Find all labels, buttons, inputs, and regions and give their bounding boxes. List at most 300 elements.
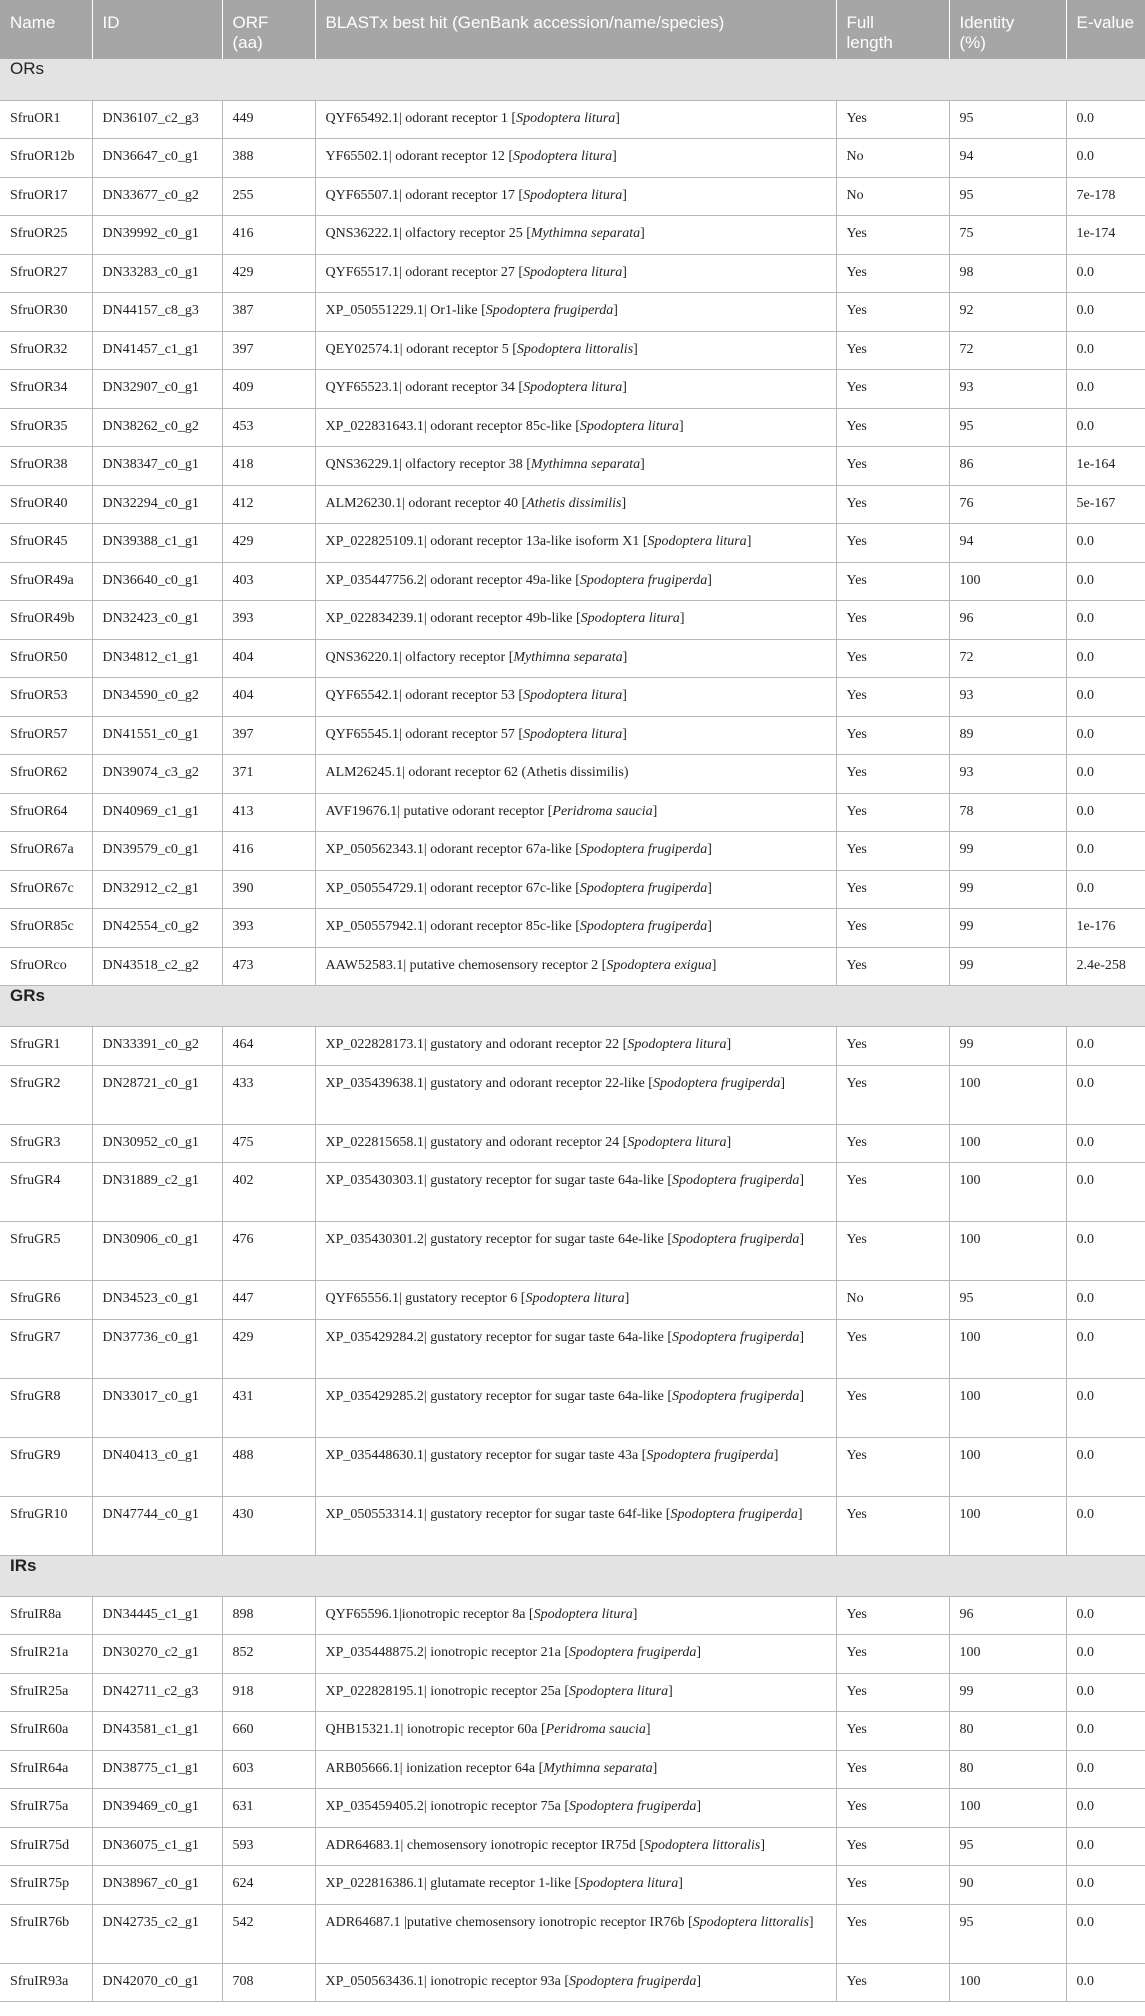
cell-name: SfruGR9 [0, 1437, 92, 1496]
cell-identity: 95 [949, 408, 1066, 447]
hit-species: Spodoptera frugiperda [672, 1388, 800, 1404]
cell-id: DN34812_c1_g1 [92, 639, 222, 678]
cell-name: SfruIR25a [0, 1673, 92, 1712]
cell-orf: 416 [222, 216, 315, 255]
cell-full-length: Yes [836, 1163, 949, 1222]
hit-close-bracket: ] [707, 880, 712, 896]
cell-id: DN31889_c2_g1 [92, 1163, 222, 1222]
cell-name: SfruOR35 [0, 408, 92, 447]
table-row [0, 1827, 1145, 1866]
header-evalue: E-value [1066, 0, 1145, 59]
cell-evalue: 0.0 [1066, 1963, 1145, 2002]
cell-name: SfruIR76b [0, 1904, 92, 1963]
hit-close-bracket: ] [679, 611, 685, 626]
cell-id: DN33283_c0_g1 [92, 254, 222, 293]
cell-evalue: 0.0 [1066, 562, 1145, 601]
cell-id: DN44157_c8_g3 [92, 293, 222, 332]
cell-orf: 397 [222, 331, 315, 370]
hit-species: Spodoptera frugiperda [646, 1447, 774, 1463]
cell-name: SfruOR40 [0, 485, 92, 524]
hit-description: QYF65523.1| odorant receptor 34 [ [325, 380, 524, 395]
hit-description: XP_050562343.1| odorant receptor 67a-like [ [325, 842, 580, 857]
cell-blast-hit [315, 1222, 836, 1281]
table-row [0, 909, 1145, 948]
cell-blast-hit [315, 1027, 836, 1066]
cell-evalue: 7e-178 [1066, 177, 1145, 216]
cell-blast-hit [315, 1124, 836, 1163]
hit-species: Spodoptera litura [627, 1134, 727, 1150]
hit-description: QYF65492.1| odorant receptor 1 [ [325, 110, 517, 126]
cell-full-length: Yes [836, 1866, 949, 1905]
cell-orf: 393 [222, 909, 315, 948]
cell-evalue: 0.0 [1066, 793, 1145, 832]
table-row [0, 1635, 1145, 1674]
section-title: IRs [0, 1555, 1145, 1596]
cell-full-length: Yes [836, 678, 949, 717]
cell-id: DN38775_c1_g1 [92, 1750, 222, 1789]
cell-orf: 429 [222, 1319, 315, 1378]
hit-species: Spodoptera frugiperda [579, 919, 708, 934]
cell-identity: 100 [949, 1789, 1066, 1828]
cell-identity: 100 [949, 1496, 1066, 1555]
cell-full-length: Yes [836, 1124, 949, 1163]
cell-name: SfruOR50 [0, 639, 92, 678]
hit-close-bracket: ] [622, 688, 627, 703]
cell-id: DN33677_c0_g2 [92, 177, 222, 216]
hit-close-bracket: ] [679, 418, 684, 434]
cell-blast-hit [315, 254, 836, 293]
cell-id: DN39469_c0_g1 [92, 1789, 222, 1828]
cell-full-length: Yes [836, 1378, 949, 1437]
cell-full-length: Yes [836, 832, 949, 871]
hit-description: XP_022816386.1| glutamate receptor 1-like [ [325, 1876, 580, 1891]
cell-blast-hit [315, 639, 836, 678]
cell-id: DN40969_c1_g1 [92, 793, 222, 832]
cell-full-length: No [836, 1281, 949, 1320]
cell-evalue: 0.0 [1066, 1496, 1145, 1555]
table-row [0, 1437, 1145, 1496]
cell-blast-hit [315, 601, 836, 640]
cell-evalue: 0.0 [1066, 1163, 1145, 1222]
cell-identity: 99 [949, 947, 1066, 986]
hit-description: XP_050554729.1| odorant receptor 67c-like [ [325, 880, 580, 896]
cell-name: SfruIR75a [0, 1789, 92, 1828]
hit-close-bracket: ] [640, 457, 645, 472]
cell-blast-hit [315, 1866, 836, 1905]
hit-close-bracket: ] [624, 1291, 630, 1306]
cell-blast-hit [315, 1963, 836, 2002]
table-row [0, 331, 1145, 370]
hit-description: QHB15321.1| ionotropic receptor 60a [ [325, 1722, 546, 1737]
cell-identity: 100 [949, 1065, 1066, 1124]
hit-species: Spodoptera litura [525, 1291, 625, 1306]
hit-close-bracket: ] [622, 726, 627, 742]
hit-close-bracket: ] [797, 1506, 803, 1522]
cell-evalue: 0.0 [1066, 1124, 1145, 1163]
hit-description: XP_035448875.2| ionotropic receptor 21a [ [325, 1645, 569, 1660]
cell-evalue: 0.0 [1066, 524, 1145, 563]
hit-description: XP_022815658.1| gustatory and odorant receptor 24 [ [325, 1134, 628, 1150]
hit-species: Spodoptera frugiperda [672, 1329, 800, 1345]
cell-full-length: Yes [836, 524, 949, 563]
cell-evalue: 0.0 [1066, 1222, 1145, 1281]
hit-close-bracket: ] [799, 1329, 805, 1345]
cell-identity: 99 [949, 1673, 1066, 1712]
cell-name: SfruOR1 [0, 100, 92, 139]
hit-close-bracket: ] [696, 1645, 702, 1660]
cell-full-length: Yes [836, 216, 949, 255]
hit-description: QNS36229.1| olfactory receptor 38 [ [325, 457, 531, 472]
cell-name: SfruOR62 [0, 755, 92, 794]
cell-orf: 255 [222, 177, 315, 216]
cell-blast-hit [315, 1596, 836, 1635]
table-row [0, 100, 1145, 139]
cell-orf: 390 [222, 870, 315, 909]
hit-description: QYF65542.1| odorant receptor 53 [ [325, 688, 524, 703]
cell-name: SfruOR25 [0, 216, 92, 255]
table-row [0, 755, 1145, 794]
hit-close-bracket: ] [621, 495, 627, 511]
cell-name: SfruOR64 [0, 793, 92, 832]
table-row [0, 1378, 1145, 1437]
cell-blast-hit [315, 177, 836, 216]
cell-id: DN32423_c0_g1 [92, 601, 222, 640]
hit-species: Spodoptera litura [533, 1606, 633, 1622]
cell-full-length: Yes [836, 639, 949, 678]
hit-close-bracket: ] [615, 110, 620, 126]
hit-description: XP_022831643.1| odorant receptor 85c-like [ [325, 418, 580, 434]
hit-species: Spodoptera littoralis [692, 1914, 809, 1930]
hit-description: AAW52583.1| putative chemosensory receptor 2 [ [325, 957, 607, 973]
cell-name: SfruGR6 [0, 1281, 92, 1320]
table-row [0, 1750, 1145, 1789]
cell-full-length: Yes [836, 755, 949, 794]
hit-species: Spodoptera littoralis [516, 341, 634, 357]
cell-orf: 631 [222, 1789, 315, 1828]
hit-close-bracket: ] [696, 1799, 702, 1814]
cell-full-length: Yes [836, 1222, 949, 1281]
table-row [0, 1222, 1145, 1281]
hit-species: Spodoptera litura [523, 187, 623, 203]
hit-close-bracket: ] [645, 1722, 651, 1737]
cell-evalue: 0.0 [1066, 331, 1145, 370]
cell-blast-hit [315, 1712, 836, 1751]
cell-name: SfruOR32 [0, 331, 92, 370]
hit-close-bracket: ] [799, 1388, 805, 1404]
cell-id: DN37736_c0_g1 [92, 1319, 222, 1378]
cell-id: DN47744_c0_g1 [92, 1496, 222, 1555]
cell-full-length: Yes [836, 370, 949, 409]
cell-id: DN43581_c1_g1 [92, 1712, 222, 1751]
cell-full-length: Yes [836, 870, 949, 909]
cell-orf: 475 [222, 1124, 315, 1163]
hit-description: YF65502.1| odorant receptor 12 [ [325, 149, 513, 164]
hit-description: XP_035430303.1| gustatory receptor for sugar taste 64a-like [ [325, 1173, 672, 1188]
hit-close-bracket: ] [632, 1606, 638, 1622]
cell-orf: 603 [222, 1750, 315, 1789]
hit-species: Spodoptera frugiperda [672, 1232, 800, 1247]
cell-evalue: 0.0 [1066, 100, 1145, 139]
cell-full-length: Yes [836, 254, 949, 293]
cell-id: DN33391_c0_g2 [92, 1027, 222, 1066]
cell-identity: 80 [949, 1750, 1066, 1789]
cell-name: SfruIR64a [0, 1750, 92, 1789]
cell-evalue: 0.0 [1066, 408, 1145, 447]
hit-close-bracket: ] [622, 264, 627, 280]
header-orf: ORF (aa) [222, 0, 315, 59]
cell-identity: 94 [949, 139, 1066, 178]
hit-description: AVF19676.1| putative odorant receptor [ [325, 803, 553, 819]
cell-identity: 93 [949, 755, 1066, 794]
cell-id: DN38347_c0_g1 [92, 447, 222, 486]
cell-identity: 98 [949, 254, 1066, 293]
cell-name: SfruIR60a [0, 1712, 92, 1751]
cell-evalue: 1e-164 [1066, 447, 1145, 486]
cell-evalue: 0.0 [1066, 678, 1145, 717]
hit-description: ARB05666.1| ionization receptor 64a [ [325, 1760, 544, 1776]
cell-full-length: Yes [836, 1635, 949, 1674]
cell-blast-hit [315, 331, 836, 370]
cell-blast-hit [315, 793, 836, 832]
cell-identity: 86 [949, 447, 1066, 486]
hit-close-bracket: ] [696, 1973, 702, 1989]
hit-species: Spodoptera litura [579, 1876, 679, 1891]
table-row [0, 1027, 1145, 1066]
hit-species: Peridroma saucia [545, 1722, 646, 1737]
cell-name: SfruIR75p [0, 1866, 92, 1905]
hit-description: QEY02574.1| odorant receptor 5 [ [325, 341, 517, 357]
table-row [0, 1496, 1145, 1555]
cell-identity: 100 [949, 1635, 1066, 1674]
cell-id: DN41551_c0_g1 [92, 716, 222, 755]
cell-full-length: Yes [836, 331, 949, 370]
hit-description: XP_050563436.1| ionotropic receptor 93a [ [325, 1973, 569, 1989]
header-identity: Identity (%) [949, 0, 1066, 59]
table-header [0, 0, 1145, 59]
cell-orf: 429 [222, 254, 315, 293]
hit-close-bracket: ] [746, 534, 752, 549]
cell-blast-hit [315, 832, 836, 871]
table-row [0, 870, 1145, 909]
hit-close-bracket: ] [726, 1037, 732, 1052]
table-body [0, 59, 1145, 2002]
cell-id: DN32907_c0_g1 [92, 370, 222, 409]
cell-identity: 99 [949, 870, 1066, 909]
hit-description: XP_022828195.1| ionotropic receptor 25a [ [325, 1683, 569, 1699]
cell-identity: 72 [949, 331, 1066, 370]
cell-id: DN38262_c0_g2 [92, 408, 222, 447]
hit-description: XP_035459405.2| ionotropic receptor 75a [ [325, 1799, 569, 1814]
cell-evalue: 5e-167 [1066, 485, 1145, 524]
cell-evalue: 0.0 [1066, 1904, 1145, 1963]
section-row [0, 1555, 1145, 1596]
hit-description: QNS36222.1| olfactory receptor 25 [ [325, 226, 531, 241]
header-name: Name [0, 0, 92, 59]
cell-id: DN39388_c1_g1 [92, 524, 222, 563]
cell-full-length: Yes [836, 1437, 949, 1496]
table-row [0, 1963, 1145, 2002]
cell-evalue: 0.0 [1066, 1750, 1145, 1789]
hit-close-bracket: ] [668, 1683, 673, 1699]
cell-evalue: 0.0 [1066, 870, 1145, 909]
section-title: ORs [0, 59, 1145, 100]
cell-orf: 404 [222, 639, 315, 678]
cell-evalue: 0.0 [1066, 1065, 1145, 1124]
hit-species: Mythimna separata [513, 649, 623, 665]
cell-orf: 397 [222, 716, 315, 755]
cell-name: SfruOR27 [0, 254, 92, 293]
cell-name: SfruOR67a [0, 832, 92, 871]
header-id: ID [92, 0, 222, 59]
table-row [0, 678, 1145, 717]
cell-full-length: Yes [836, 562, 949, 601]
cell-id: DN41457_c1_g1 [92, 331, 222, 370]
hit-species: Mythimna separata [530, 457, 641, 472]
hit-close-bracket: ] [612, 149, 617, 164]
hit-species: Peridroma saucia [552, 803, 653, 819]
cell-id: DN28721_c0_g1 [92, 1065, 222, 1124]
cell-orf: 412 [222, 485, 315, 524]
cell-name: SfruOR57 [0, 716, 92, 755]
cell-id: DN32294_c0_g1 [92, 485, 222, 524]
section-row [0, 59, 1145, 100]
cell-orf: 413 [222, 793, 315, 832]
hit-close-bracket: ] [622, 187, 627, 203]
hit-species: Spodoptera litura [523, 688, 623, 703]
table-row [0, 947, 1145, 986]
cell-id: DN42070_c0_g1 [92, 1963, 222, 2002]
cell-blast-hit [315, 755, 836, 794]
cell-full-length: Yes [836, 1963, 949, 2002]
section-row [0, 986, 1145, 1027]
cell-orf: 708 [222, 1963, 315, 2002]
cell-evalue: 0.0 [1066, 1673, 1145, 1712]
cell-orf: 418 [222, 447, 315, 486]
cell-name: SfruIR8a [0, 1596, 92, 1635]
cell-name: SfruOR85c [0, 909, 92, 948]
cell-name: SfruORco [0, 947, 92, 986]
table-row [0, 1124, 1145, 1163]
hit-close-bracket: ] [707, 919, 712, 934]
cell-id: DN34523_c0_g1 [92, 1281, 222, 1320]
cell-name: SfruOR12b [0, 139, 92, 178]
hit-species: Spodoptera frugiperda [672, 1173, 800, 1188]
cell-orf: 431 [222, 1378, 315, 1437]
cell-orf: 488 [222, 1437, 315, 1496]
cell-name: SfruOR30 [0, 293, 92, 332]
cell-orf: 898 [222, 1596, 315, 1635]
cell-blast-hit [315, 1789, 836, 1828]
hit-description: ADR64687.1 |putative chemosensory ionotropic receptor IR76b [ [325, 1914, 693, 1930]
cell-blast-hit [315, 678, 836, 717]
cell-blast-hit [315, 216, 836, 255]
table-row [0, 408, 1145, 447]
table-row [0, 370, 1145, 409]
cell-evalue: 0.0 [1066, 1437, 1145, 1496]
hit-close-bracket: ] [780, 1075, 786, 1091]
cell-blast-hit [315, 1750, 836, 1789]
cell-id: DN30270_c2_g1 [92, 1635, 222, 1674]
cell-name: SfruOR38 [0, 447, 92, 486]
cell-blast-hit [315, 1635, 836, 1674]
hit-description: XP_022825109.1| odorant receptor 13a-like isoform X1 [ [325, 534, 648, 549]
cell-identity: 96 [949, 601, 1066, 640]
cell-identity: 75 [949, 216, 1066, 255]
cell-name: SfruIR93a [0, 1963, 92, 2002]
cell-evalue: 0.0 [1066, 1027, 1145, 1066]
cell-id: DN42711_c2_g3 [92, 1673, 222, 1712]
hit-description: ALM26230.1| odorant receptor 40 [ [325, 495, 527, 511]
cell-evalue: 1e-174 [1066, 216, 1145, 255]
table-row [0, 485, 1145, 524]
cell-evalue: 1e-176 [1066, 909, 1145, 948]
cell-evalue: 0.0 [1066, 370, 1145, 409]
hit-species: Athetis dissimilis [526, 495, 622, 511]
cell-name: SfruOR34 [0, 370, 92, 409]
hit-description: QYF65517.1| odorant receptor 27 [ [325, 264, 524, 280]
hit-description: XP_035439638.1| gustatory and odorant receptor 22-like [ [325, 1075, 653, 1091]
cell-evalue: 0.0 [1066, 1596, 1145, 1635]
cell-orf: 464 [222, 1027, 315, 1066]
cell-orf: 476 [222, 1222, 315, 1281]
cell-name: SfruOR49b [0, 601, 92, 640]
cell-id: DN33017_c0_g1 [92, 1378, 222, 1437]
cell-full-length: Yes [836, 1750, 949, 1789]
cell-orf: 387 [222, 293, 315, 332]
cell-identity: 99 [949, 1027, 1066, 1066]
hit-description: XP_022828173.1| gustatory and odorant receptor 22 [ [325, 1037, 628, 1052]
cell-evalue: 0.0 [1066, 1827, 1145, 1866]
table-row [0, 1866, 1145, 1905]
cell-identity: 78 [949, 793, 1066, 832]
cell-name: SfruOR49a [0, 562, 92, 601]
cell-id: DN40413_c0_g1 [92, 1437, 222, 1496]
cell-name: SfruGR3 [0, 1124, 92, 1163]
table-row [0, 1065, 1145, 1124]
cell-blast-hit [315, 562, 836, 601]
hit-close-bracket: ] [652, 1760, 658, 1776]
cell-full-length: Yes [836, 601, 949, 640]
hit-species: Spodoptera litura [523, 264, 623, 280]
cell-identity: 100 [949, 1163, 1066, 1222]
hit-description: XP_050553314.1| gustatory receptor for sugar taste 64f-like [ [325, 1506, 671, 1522]
cell-full-length: No [836, 177, 949, 216]
cell-full-length: Yes [836, 1319, 949, 1378]
hit-close-bracket: ] [613, 303, 618, 318]
hit-close-bracket: ] [652, 803, 658, 819]
cell-identity: 95 [949, 1281, 1066, 1320]
cell-identity: 99 [949, 832, 1066, 871]
cell-full-length: Yes [836, 293, 949, 332]
table-row [0, 293, 1145, 332]
cell-identity: 96 [949, 1596, 1066, 1635]
cell-name: SfruOR45 [0, 524, 92, 563]
hit-species: Spodoptera litura [516, 110, 616, 126]
cell-full-length: Yes [836, 1789, 949, 1828]
cell-full-length: Yes [836, 408, 949, 447]
cell-blast-hit [315, 909, 836, 948]
hit-close-bracket: ] [760, 1837, 765, 1853]
cell-identity: 89 [949, 716, 1066, 755]
cell-name: SfruOR67c [0, 870, 92, 909]
cell-orf: 388 [222, 139, 315, 178]
cell-evalue: 0.0 [1066, 1281, 1145, 1320]
hit-species: Spodoptera frugiperda [652, 1075, 781, 1091]
cell-identity: 90 [949, 1866, 1066, 1905]
cell-identity: 93 [949, 370, 1066, 409]
hit-species: Spodoptera littoralis [644, 1837, 761, 1853]
cell-full-length: Yes [836, 1065, 949, 1124]
